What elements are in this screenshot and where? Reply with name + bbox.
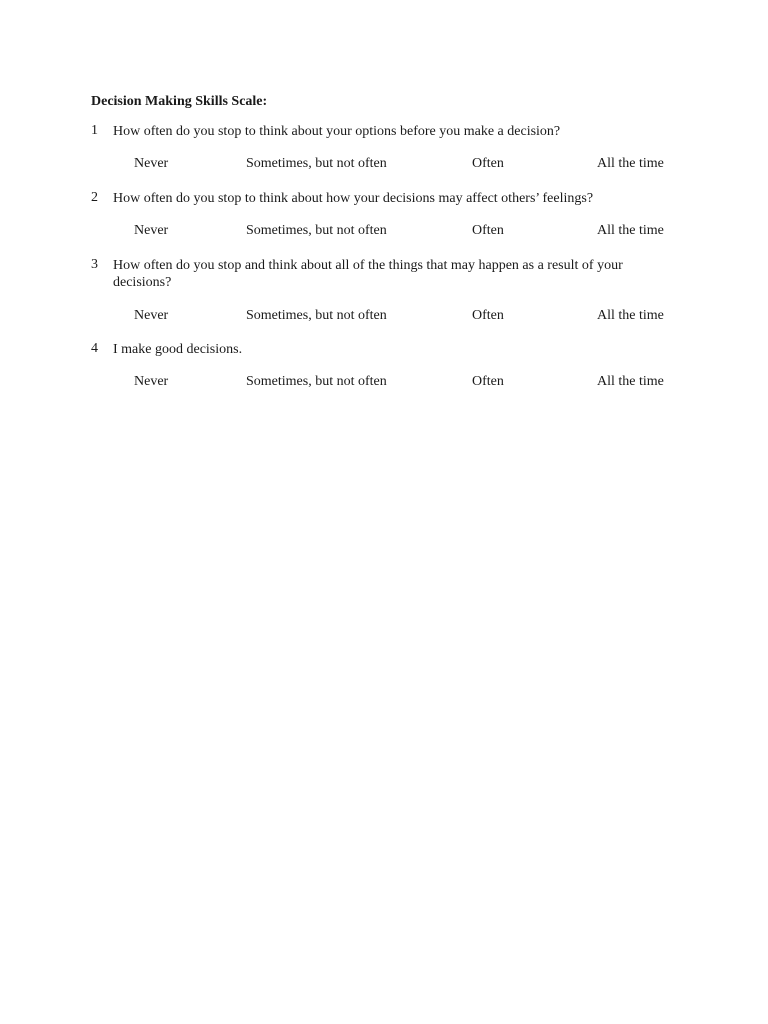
option-all-the-time: All the time — [597, 374, 664, 389]
question-text: How often do you stop to think about how your decisions may affect others’ feelings? — [113, 191, 594, 206]
option-all-the-time: All the time — [597, 156, 664, 171]
option-never: Never — [134, 223, 169, 238]
option-never: Never — [134, 374, 169, 389]
option-sometimes: Sometimes, but not often — [246, 223, 387, 238]
option-often: Often — [472, 156, 504, 171]
question-number: 4 — [91, 341, 98, 356]
question-text: I make good decisions. — [113, 342, 243, 357]
option-never: Never — [134, 156, 169, 171]
option-sometimes: Sometimes, but not often — [246, 156, 387, 171]
document-title: Decision Making Skills Scale: — [91, 94, 268, 109]
question-text: How often do you stop and think about all of the things that may happen as a result of your decisions? — [113, 258, 623, 290]
question-number: 1 — [91, 123, 98, 138]
option-all-the-time: All the time — [597, 223, 664, 238]
option-never: Never — [134, 308, 169, 323]
question-number: 2 — [91, 190, 98, 205]
option-sometimes: Sometimes, but not often — [246, 374, 387, 389]
option-often: Often — [472, 374, 504, 389]
question-number: 3 — [91, 257, 98, 272]
option-often: Often — [472, 223, 504, 238]
option-sometimes: Sometimes, but not often — [246, 308, 387, 323]
option-all-the-time: All the time — [597, 308, 664, 323]
option-often: Often — [472, 308, 504, 323]
question-text: How often do you stop to think about your options before you make a decision? — [113, 124, 561, 139]
